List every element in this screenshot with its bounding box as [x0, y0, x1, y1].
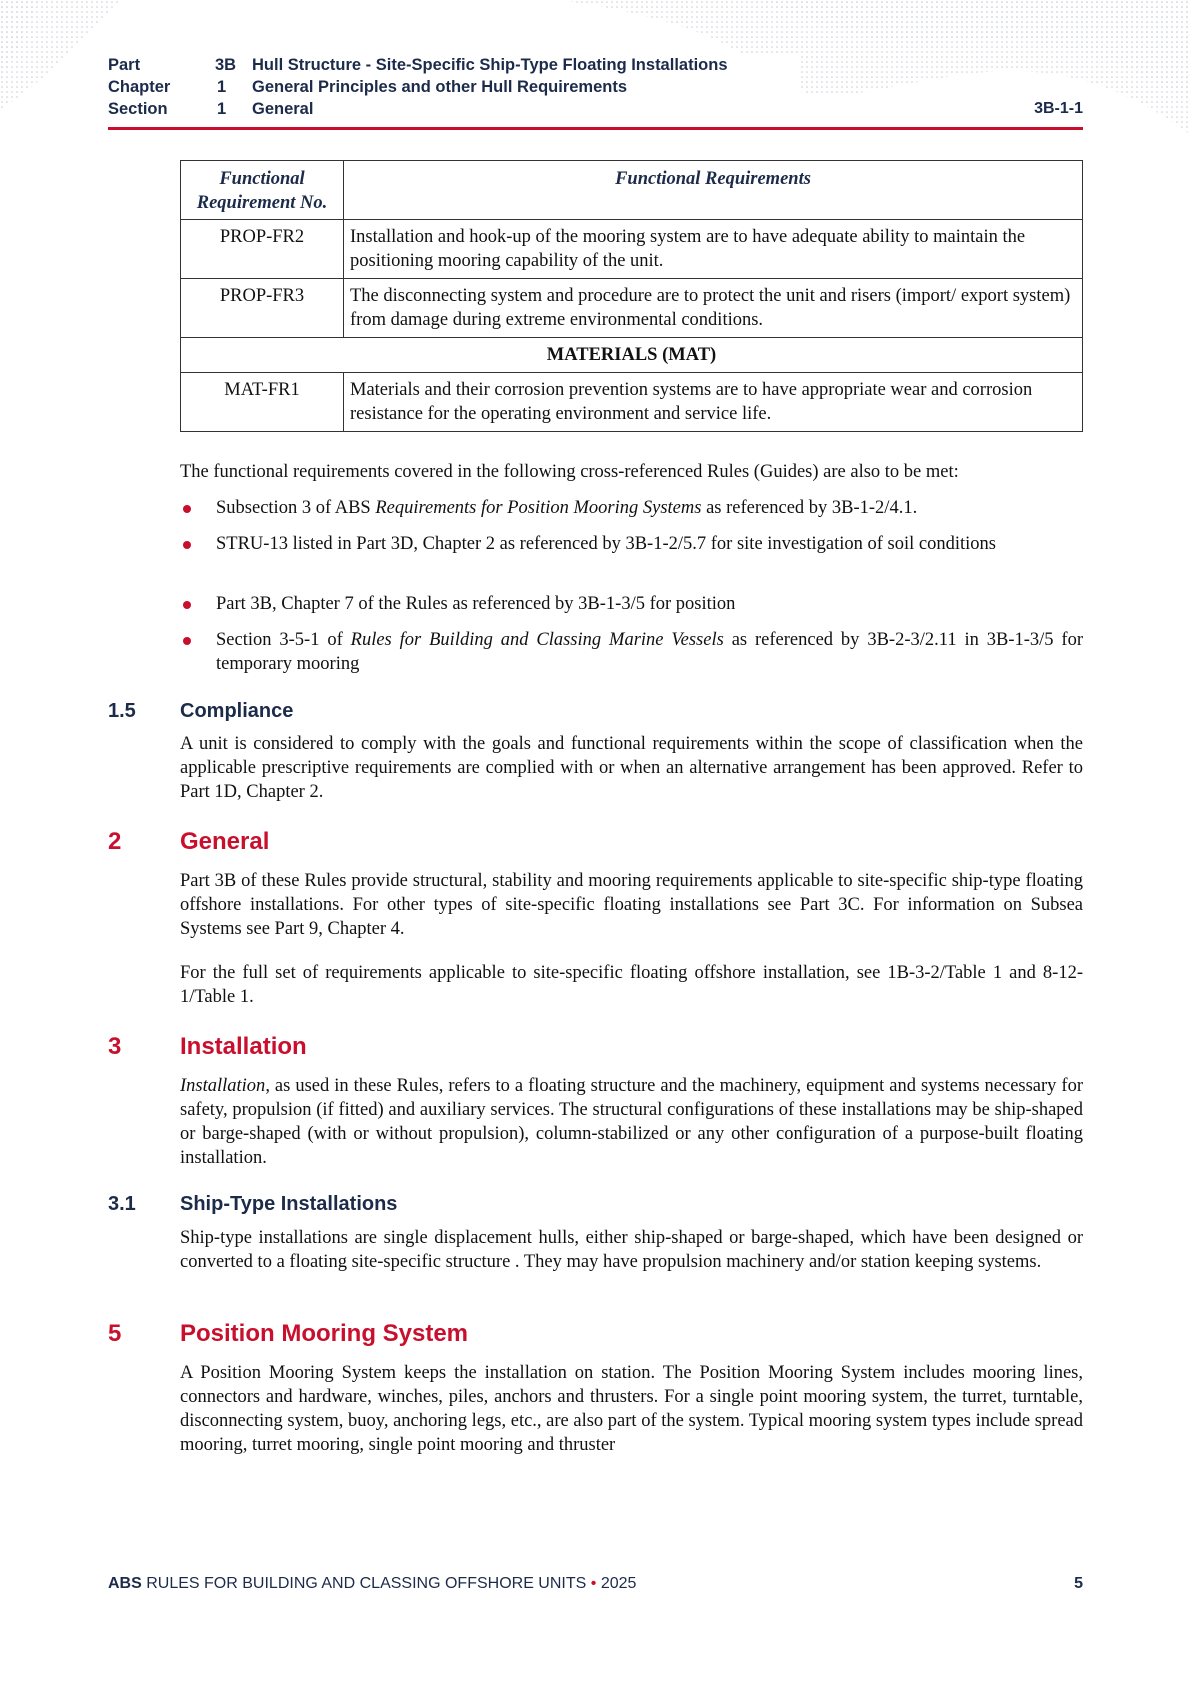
general-paragraph-2: For the full set of requirements applicable to site-specific floating offshore installation, see 1B-3-2/Table 1 and 8-12-1/Table 1.: [180, 963, 1083, 1007]
requirement-id: PROP-FR2: [181, 220, 344, 279]
requirement-id: MAT-FR1: [181, 373, 344, 432]
header-divider: [108, 127, 1083, 130]
bullet-item: Part 3B, Chapter 7 of the Rules as referenced by 3B-1-3/5 for position: [216, 594, 736, 614]
section-number: 5: [108, 1320, 122, 1347]
functional-requirements-table: [180, 160, 1083, 432]
table-header-requirements: Functional Requirements: [344, 161, 1083, 220]
mooring-paragraph: A Position Mooring System keeps the installation on station. The Position Mooring System includes mooring lines, connectors and hardware, winches, piles, anchors and thrusters. For a single point mooring system, the turret, turntable, disconnecting system, buoy, anchoring legs, etc., are also part of the system. Typical mooring system types include spread mooring, turret mooring, single point mooring and thruster: [180, 1363, 1083, 1455]
header-section-label: Section: [108, 100, 168, 118]
bullet-icon: [183, 601, 191, 609]
cross-reference-intro: The functional requirements covered in the following cross-referenced Rules (Guides) are also to be met:: [180, 462, 959, 482]
bullet-text: as referenced by 3B-2-3/2.11 in 3B-1-3/5 for temporary mooring: [216, 630, 1083, 674]
header-part-number: 3B: [215, 56, 237, 74]
bullet-icon: [183, 505, 191, 513]
table-row: [181, 373, 1083, 432]
general-paragraph-1: Part 3B of these Rules provide structural, stability and mooring requirements applicable to site-specific ship-type floating offshore installations. For other types of site-specific floating installations see Part 3C. For information on Subsea Systems see Part 9, Chapter 4.: [180, 871, 1083, 939]
header-section-number: 1: [217, 100, 227, 118]
section-number: 1.5: [108, 700, 136, 722]
bullet-text: Section 3-5-1 of: [216, 630, 351, 650]
section-heading-mooring: Position Mooring System: [180, 1320, 469, 1347]
section-heading-compliance: Compliance: [180, 700, 294, 722]
header-chapter-label: Chapter: [108, 78, 171, 96]
bullet-item: [216, 628, 1083, 676]
bullet-item: [216, 496, 1083, 520]
section-heading-installation: Installation: [180, 1033, 307, 1060]
table-row: [181, 220, 1083, 279]
footer-title: [108, 1575, 636, 1593]
section-number: 3: [108, 1033, 122, 1060]
header-chapter-title: General Principles and other Hull Requirements: [252, 78, 628, 96]
defined-term: Installation: [180, 1076, 266, 1096]
footer-year: 2025: [600, 1575, 637, 1592]
table-header-req-no: Functional Requirement No.: [181, 161, 344, 220]
paragraph-text: , as used in these Rules, refers to a floating structure and the machinery, equipment and systems necessary for safety, propulsion (if fitted) and auxiliary services. The structural configurations of these installations may be ship-shaped or barge-shaped (with or without propulsion), column-stabilized or any other configuration of a purpose-built floating installation.: [180, 1076, 1083, 1168]
requirement-text: The disconnecting system and procedure are to protect the unit and risers (import/ export system) from damage during extreme environmental conditions.: [344, 279, 1083, 338]
bullet-doc-title: Requirements for Position Mooring Systems: [375, 498, 702, 518]
section-number: 3.1: [108, 1193, 136, 1215]
requirement-text: Installation and hook-up of the mooring system are to have adequate ability to maintain the positioning mooring capability of the unit.: [344, 220, 1083, 279]
footer-doc-title: RULES FOR BUILDING AND CLASSING OFFSHORE UNITS: [146, 1575, 587, 1592]
table-row: [181, 279, 1083, 338]
footer-separator: •: [590, 1575, 597, 1592]
page-reference: 3B-1-1: [1034, 100, 1083, 117]
section-heading-general: General: [180, 828, 270, 855]
section-number: 2: [108, 828, 122, 855]
bullet-text: as referenced by 3B-1-2/4.1.: [701, 498, 918, 518]
header-chapter-number: 1: [217, 78, 227, 96]
footer-brand: ABS: [108, 1575, 142, 1592]
ship-type-paragraph: Ship-type installations are single displacement hulls, either ship-shaped or barge-shaped, which have been designed or converted to a floating site-specific structure . They may have propulsion machinery and/or station keeping systems.: [180, 1228, 1083, 1272]
installation-paragraph: [180, 1074, 1083, 1170]
compliance-paragraph: A unit is considered to comply with the goals and functional requirements within the scope of classification when the applicable prescriptive requirements are complied with or when an alternative arrangement has been approved. Refer to Part 1D, Chapter 2.: [180, 734, 1083, 802]
header-section-title: General: [252, 100, 314, 118]
bullet-item: STRU-13 listed in Part 3D, Chapter 2 as referenced by 3B-1-2/5.7 for site investigation of soil conditions: [216, 534, 996, 554]
requirement-id: PROP-FR3: [181, 279, 344, 338]
header-part-title: Hull Structure - Site-Specific Ship-Type Floating Installations: [252, 56, 728, 74]
requirement-text: Materials and their corrosion prevention systems are to have appropriate wear and corrosion resistance for the operating environment and service life.: [344, 373, 1083, 432]
page-number: 5: [1074, 1575, 1083, 1592]
table-group-row: [181, 338, 1083, 373]
table-header-row: [181, 161, 1083, 220]
bullet-icon: [183, 541, 191, 549]
section-heading-ship-type: Ship-Type Installations: [180, 1193, 398, 1215]
materials-group-header: MATERIALS (MAT): [181, 338, 1083, 373]
header-part-label: Part: [108, 56, 141, 74]
bullet-icon: [183, 637, 191, 645]
bullet-text: Subsection 3 of ABS: [216, 498, 376, 518]
bullet-doc-title: Rules for Building and Classing Marine Vessels: [350, 630, 724, 650]
